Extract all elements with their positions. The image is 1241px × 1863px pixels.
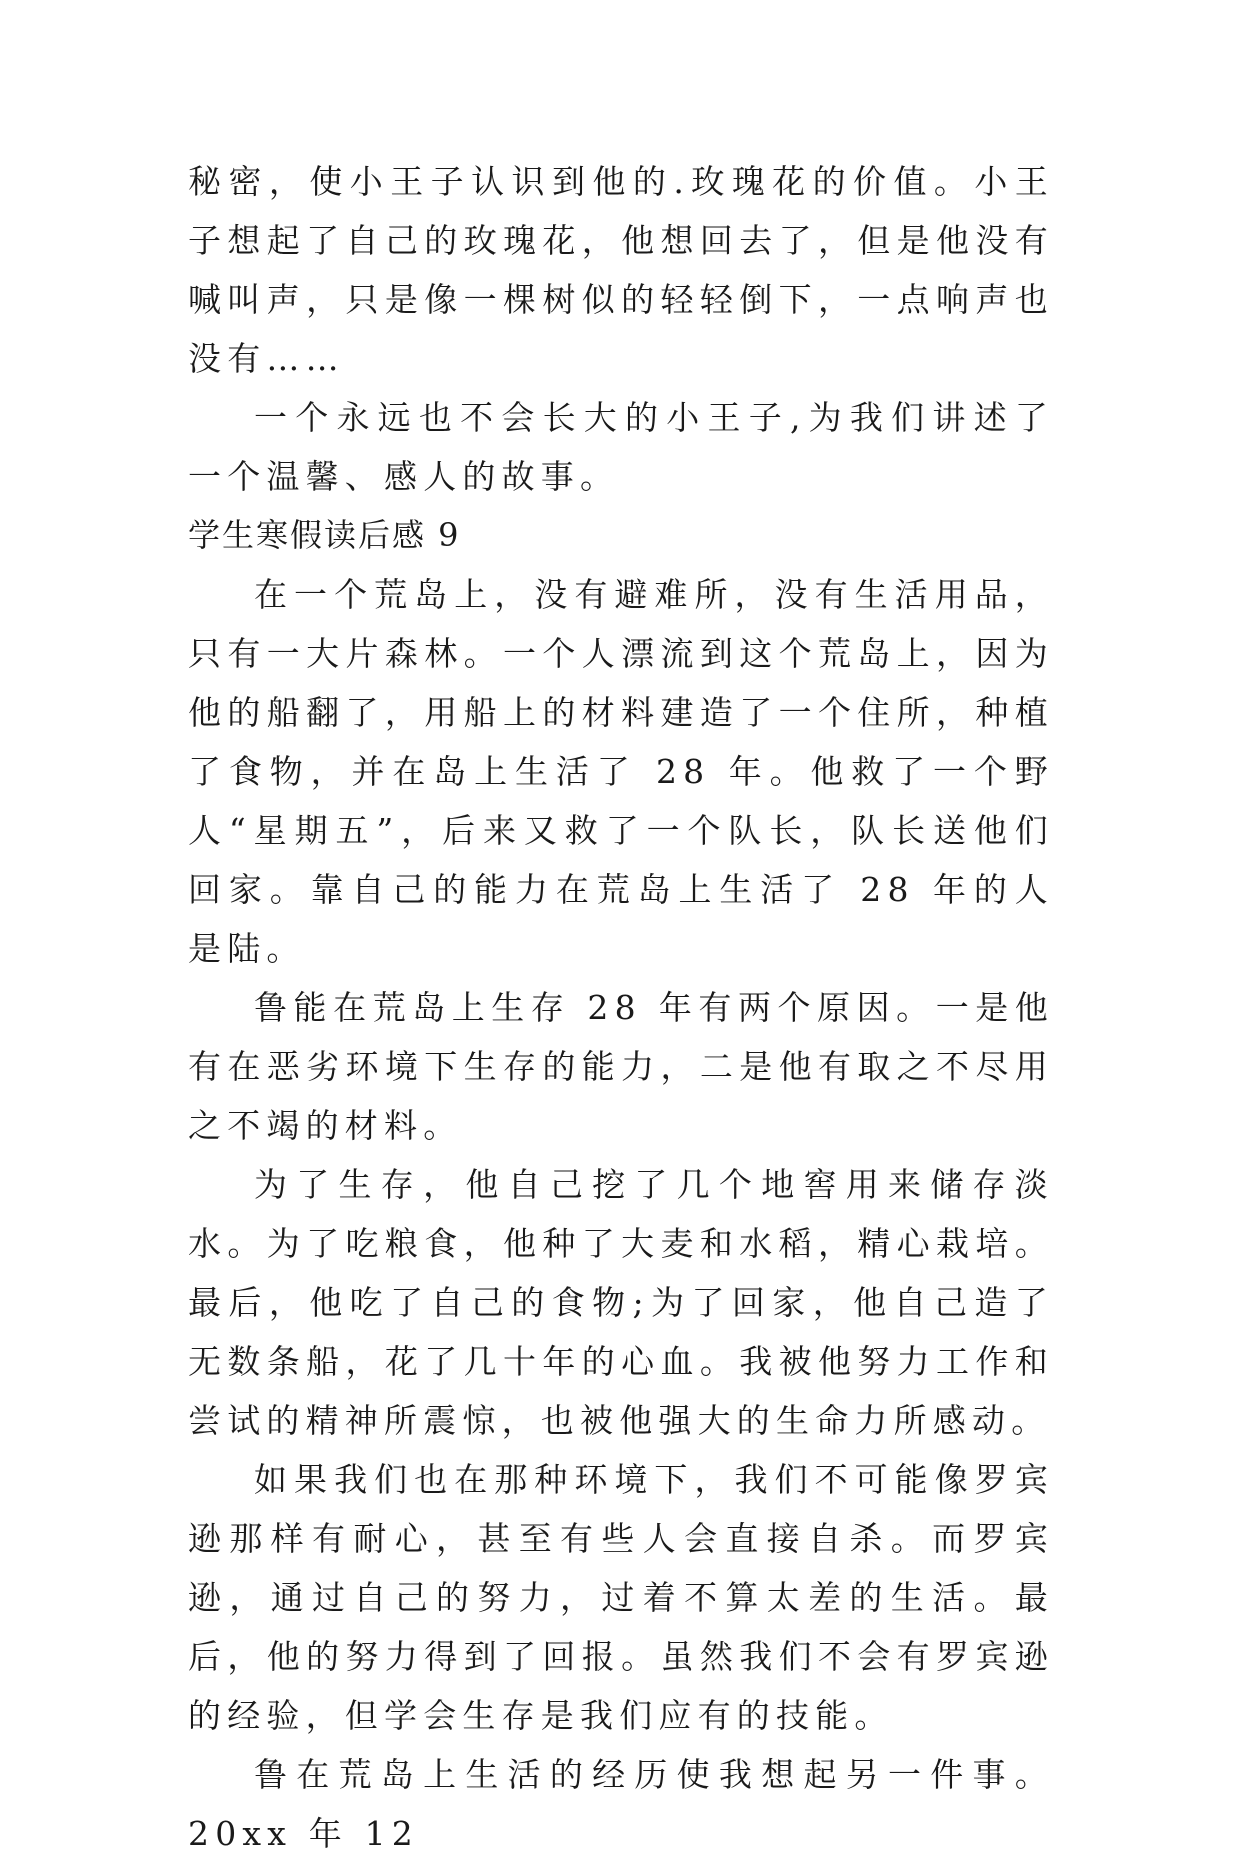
paragraph-summary: 一个永远也不会长大的小王子,为我们讲述了一个温馨、感人的故事。: [188, 398, 1054, 496]
paragraph-continued: 秘密，使小王子认识到他的.玫瑰花的价值。小王子想起了自己的玫瑰花，他想回去了，但是他没有喊叫声，只是像一棵树似的轻轻倒下，一点响声也没有……: [188, 162, 1054, 378]
paragraph-5: 鲁在荒岛上生活的经历使我想起另一件事。20xx 年 12: [188, 1755, 1054, 1853]
paragraph-1: 在一个荒岛上，没有避难所，没有生活用品，只有一大片森林。一个人漂流到这个荒岛上，因为他的船翻了，用船上的材料建造了一个住所，种植了食物，并在岛上生活了 28 年。他救了一个野人“星期五”，后来又救了一个队长，队长送他们回家。靠自己的能力在荒岛上生活了 28 年的人是陆。: [188, 575, 1054, 968]
section-heading: 学生寒假读后感 9: [188, 516, 461, 554]
paragraph-3: 为了生存，他自己挖了几个地窖用来储存淡水。为了吃粮食，他种了大麦和水稻，精心栽培。最后，他吃了自己的食物;为了回家，他自己造了无数条船，花了几十年的心血。我被他努力工作和尝试的精神所震惊，也被他强大的生命力所感动。: [188, 1165, 1054, 1440]
paragraph-2: 鲁能在荒岛上生存 28 年有两个原因。一是他有在恶劣环境下生存的能力，二是他有取之不尽用之不竭的材料。: [188, 988, 1054, 1145]
paragraph-4: 如果我们也在那种环境下，我们不可能像罗宾逊那样有耐心，甚至有些人会直接自杀。而罗宾逊，通过自己的努力，过着不算太差的生活。最后，他的努力得到了回报。虽然我们不会有罗宾逊的经验，但学会生存是我们应有的技能。: [188, 1460, 1054, 1735]
document-body: [188, 152, 1054, 1863]
